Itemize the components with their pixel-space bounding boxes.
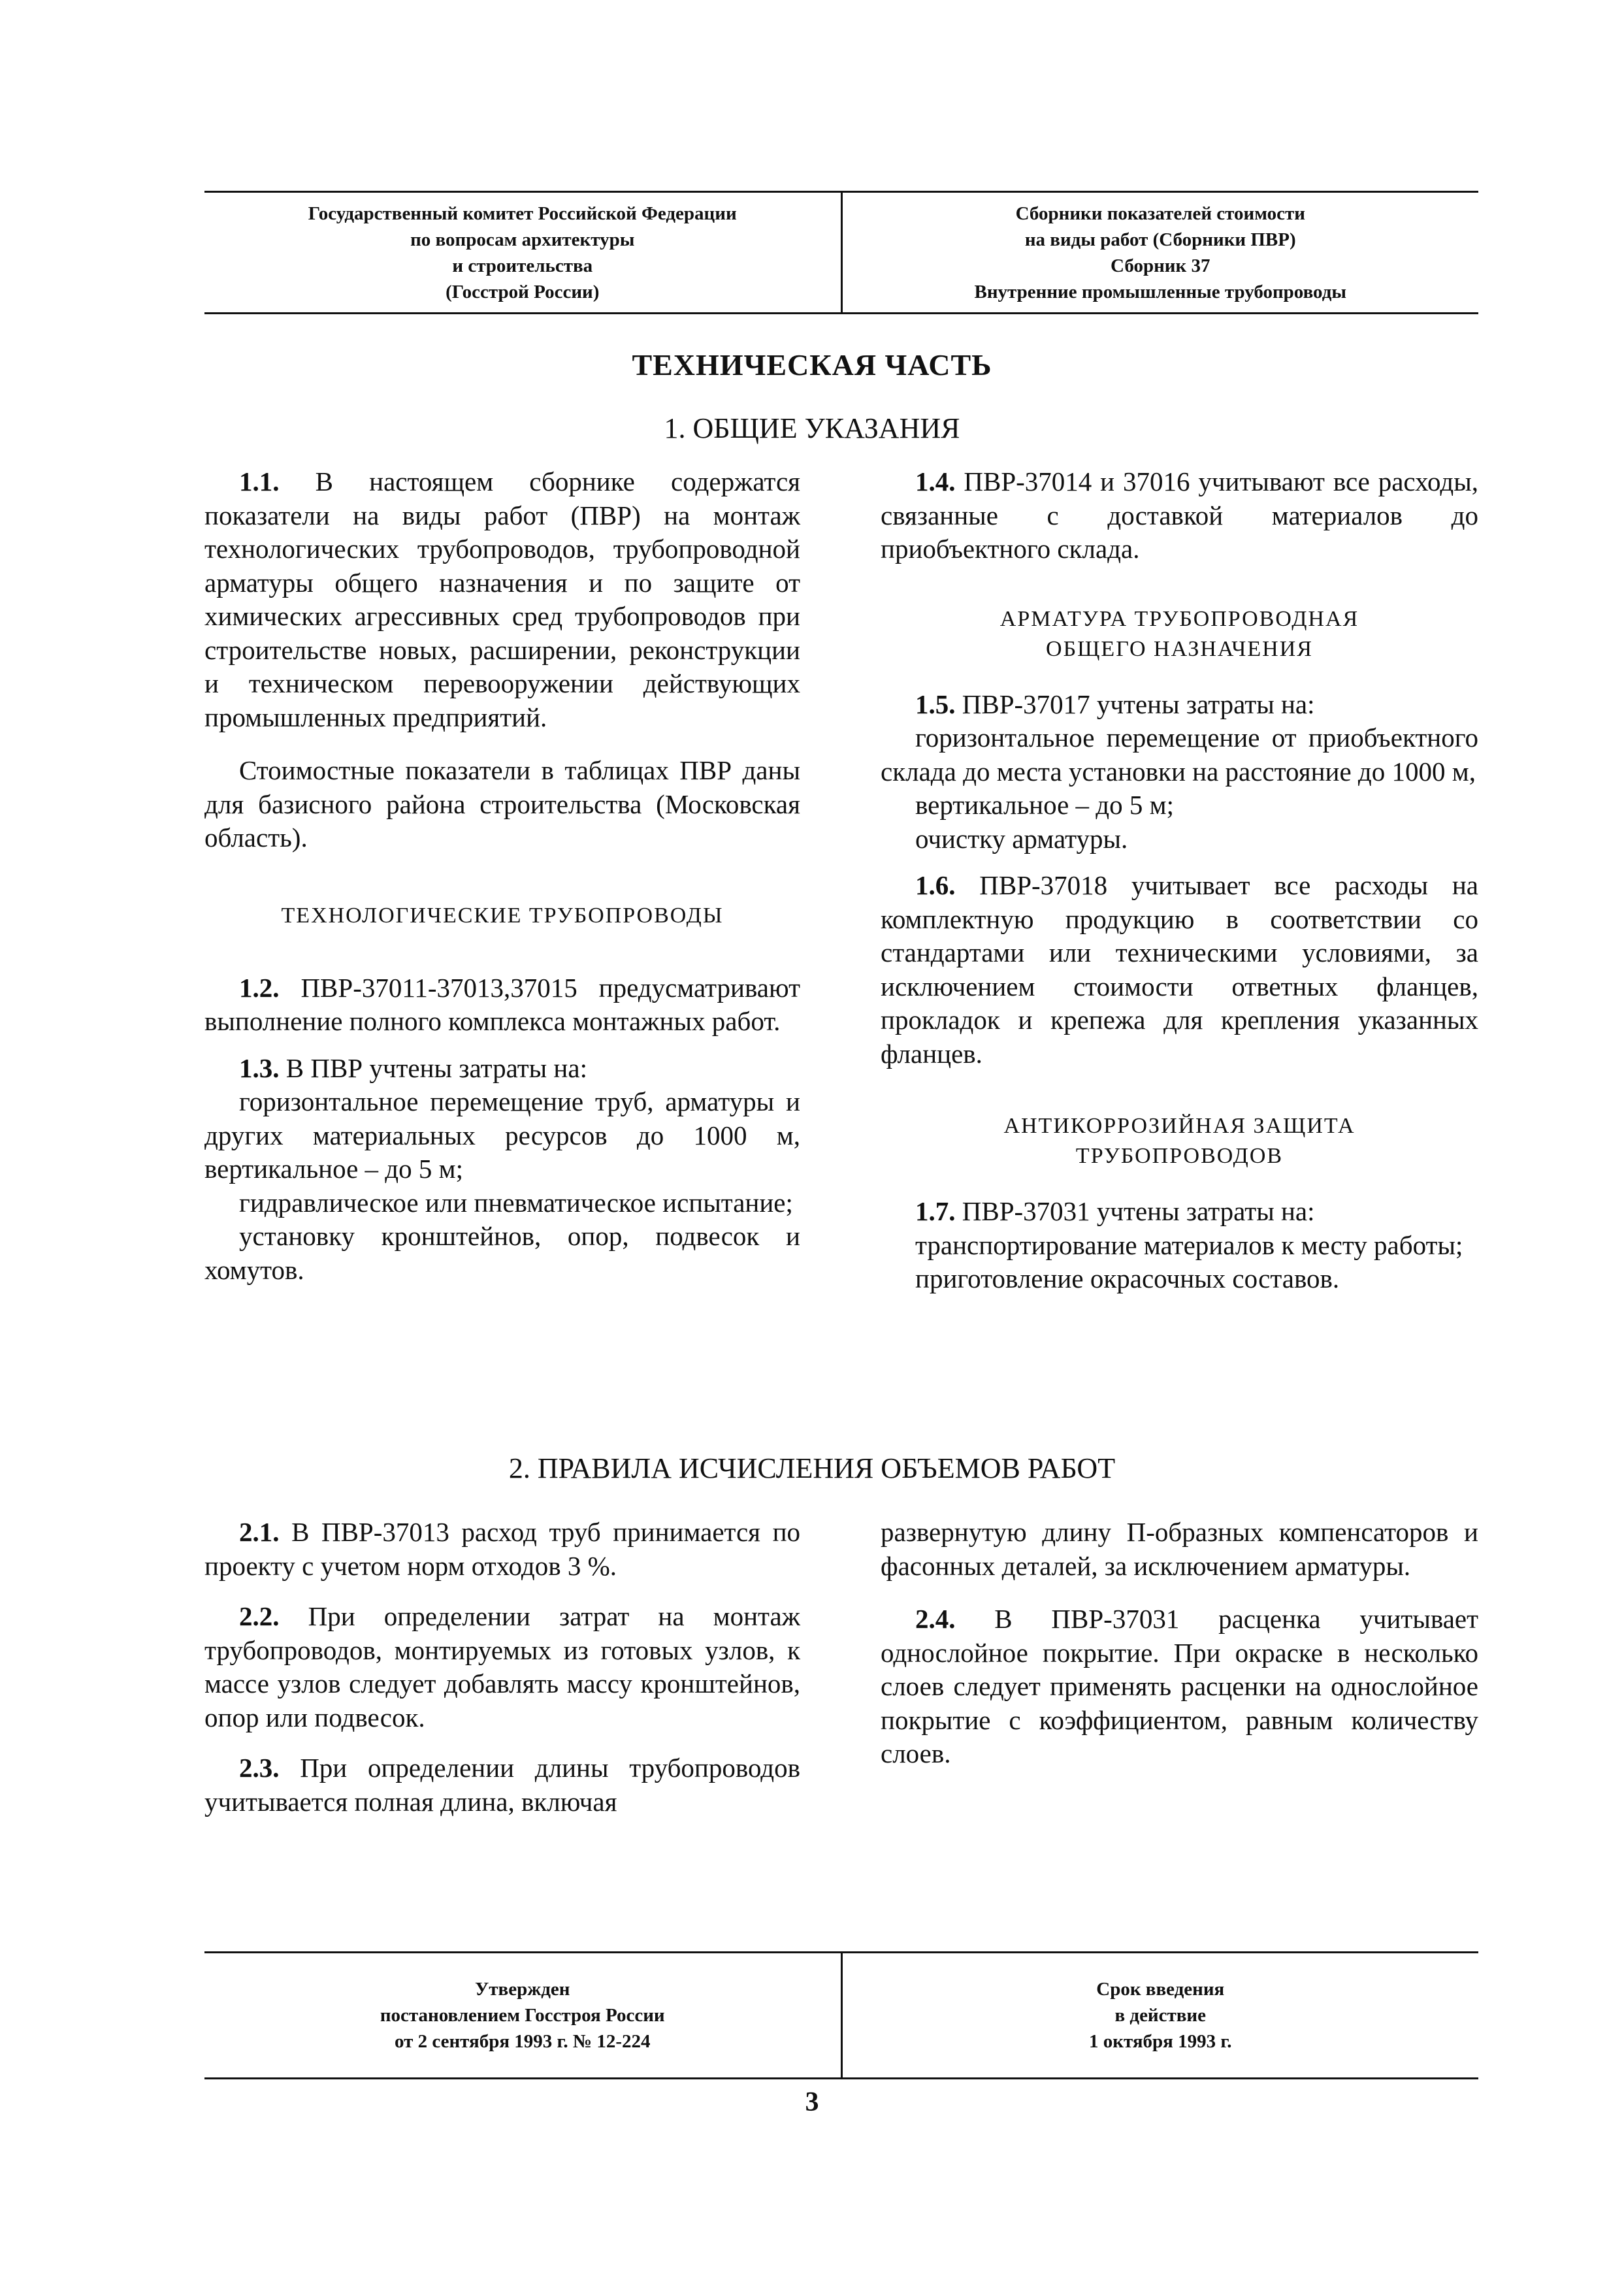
paragraph-1-3b: гидравлическое или пневматическое испытание; <box>239 1187 793 1218</box>
section2-right-column <box>881 1516 1478 1771</box>
paragraph-1-3a: горизонтальное перемещение труб, арматуры и других материальных ресурсов до 1000 м, вертикальное – до 5 м; <box>204 1086 800 1184</box>
para-text: В ПВР-37013 расход труб принимается по проекту с учетом норм отходов 3 %. <box>204 1517 801 1581</box>
para-text: ПВР-37014 и 37016 учитывают все расходы, связанные с доставкой материалов до приобъектного склада. <box>881 466 1479 564</box>
header-right-line: Внутренние промышленные трубопроводы <box>974 281 1347 302</box>
header-right-cell <box>843 193 1479 312</box>
header-right-line: Сборники показателей стоимости <box>1015 203 1305 224</box>
header-left-line: и строительства <box>452 255 593 276</box>
page-number: 3 <box>805 2087 819 2117</box>
para-text: При определении затрат на монтаж трубопроводов, монтируемых из готовых узлов, к массе узлов следует добавлять массу кронштейнов, опор или подвесок. <box>204 1601 800 1732</box>
paragraph-1-1b: Стоимостные показатели в таблицах ПВР даны для базисного района строительства (Московская область). <box>204 755 800 853</box>
section1-left-column <box>204 465 800 1287</box>
footer-left-line: от 2 сентября 1993 г. № 12-224 <box>395 2031 651 2052</box>
para-number: 2.2. <box>239 1601 280 1631</box>
footer-left-cell <box>204 1953 843 2077</box>
paragraph-1-6 <box>881 869 1478 1071</box>
paragraph-1-4 <box>881 465 1478 566</box>
paragraph-1-7a: транспортирование материалов к месту работы; <box>915 1229 1463 1260</box>
footer-table <box>204 1951 1478 2079</box>
subheading-anticorrosion-1: АНТИКОРРОЗИЙНАЯ ЗАЩИТА <box>1003 1114 1356 1138</box>
subheading-fittings-2: ОБЩЕГО НАЗНАЧЕНИЯ <box>1046 636 1313 661</box>
page-title: ТЕХНИЧЕСКАЯ ЧАСТЬ <box>632 348 992 382</box>
paragraph-1-5c: очистку арматуры. <box>915 823 1128 854</box>
para-number: 2.4. <box>915 1604 956 1634</box>
paragraph-2-3 <box>204 1751 800 1819</box>
para-number: 1.3. <box>239 1052 280 1083</box>
footer-right-line: Срок введения <box>1096 1979 1225 2000</box>
header-left-cell <box>204 193 843 312</box>
para-number: 1.5. <box>915 689 956 719</box>
para-text: ПВР-37018 учитывает все расходы на комплектную продукцию в соответствии со стандартами или техническими условиями, за исключением стоимости ответных фланцев, прокладок и крепежа для крепления указанных фланцев. <box>881 870 1478 1069</box>
subheading-fittings-1: АРМАТУРА ТРУБОПРОВОДНАЯ <box>999 606 1359 631</box>
footer-left-line: постановлением Госстроя России <box>380 2005 665 2026</box>
paragraph-1-5a: горизонтальное перемещение от приобъектного склада до места установки на расстояние до 1000 м, <box>881 723 1478 787</box>
paragraph-1-3 <box>204 1052 800 1086</box>
header-left-line: Государственный комитет Российской Федерации <box>308 203 737 224</box>
para-text: ПВР-37011-37013,37015 предусматривают выполнение полного комплекса монтажных работ. <box>204 972 801 1036</box>
paragraph-1-7 <box>881 1195 1478 1229</box>
paragraph-1-2 <box>204 971 800 1039</box>
paragraph-1-5 <box>881 688 1478 722</box>
subheading-anticorrosion-2: ТРУБОПРОВОДОВ <box>1075 1144 1284 1168</box>
para-number: 1.2. <box>239 972 280 1003</box>
para-text: В настоящем сборнике содержатся показатели на виды работ (ПВР) на монтаж технологических трубопроводов, трубопроводной арматуры общего назначения и по защите от химических агрессивных сред трубопроводов при строительстве новых, расширении, реконструкции и техническом перевооружении действующих промышленных предприятий. <box>204 466 801 732</box>
footer-left-line: Утвержден <box>475 1979 570 2000</box>
paragraph-1-7b: приготовление окрасочных составов. <box>915 1263 1340 1293</box>
para-text: ПВР-37017 учтены затраты на: <box>962 689 1315 719</box>
header-left-line: (Госстрой России) <box>446 281 600 302</box>
para-number: 1.4. <box>915 466 956 496</box>
paragraph-1-1 <box>204 465 800 734</box>
para-number: 1.1. <box>239 466 280 496</box>
para-text: В ПВР учтены затраты на: <box>285 1052 587 1083</box>
paragraph-2-4 <box>881 1602 1478 1771</box>
footer-right-cell <box>843 1953 1479 2077</box>
para-text: В ПВР-37031 расценка учитывает однослойное покрытие. При окраске в несколько слоев следует применять расценки на однослойное покрытие с коэффициентом, равным количеству слоев. <box>881 1604 1479 1768</box>
subheading-tech-pipes: ТЕХНОЛОГИЧЕСКИЕ ТРУБОПРОВОДЫ <box>281 903 724 928</box>
section2-left-column <box>204 1516 800 1819</box>
header-right-line: Сборник 37 <box>1111 255 1210 276</box>
section2-heading: 2. ПРАВИЛА ИСЧИСЛЕНИЯ ОБЪЕМОВ РАБОТ <box>508 1452 1116 1484</box>
section1-heading: 1. ОБЩИЕ УКАЗАНИЯ <box>664 412 960 444</box>
header-right-line: на виды работ (Сборники ПВР) <box>1024 229 1296 250</box>
paragraph-2-1 <box>204 1516 800 1583</box>
footer-right-line: в действие <box>1114 2005 1207 2026</box>
section1-right-column <box>881 465 1478 1296</box>
para-number: 2.3. <box>239 1753 280 1783</box>
paragraph-2-2 <box>204 1600 800 1734</box>
header-table <box>204 191 1478 314</box>
paragraph-2-3-continued: развернутую длину П-образных компенсаторов и фасонных деталей, за исключением арматуры. <box>881 1517 1478 1581</box>
paragraph-1-5b: вертикальное – до 5 м; <box>915 790 1174 820</box>
para-number: 2.1. <box>239 1517 280 1547</box>
para-number: 1.7. <box>915 1196 956 1226</box>
header-left-line: по вопросам архитектуры <box>410 229 635 250</box>
para-number: 1.6. <box>915 870 956 900</box>
para-text: ПВР-37031 учтены затраты на: <box>962 1196 1315 1226</box>
paragraph-1-3c: установку кронштейнов, опор, подвесок и хомутов. <box>204 1221 800 1285</box>
para-text: При определении длины трубопроводов учитывается полная длина, включая <box>204 1753 800 1817</box>
footer-right-line: 1 октября 1993 г. <box>1089 2031 1232 2052</box>
